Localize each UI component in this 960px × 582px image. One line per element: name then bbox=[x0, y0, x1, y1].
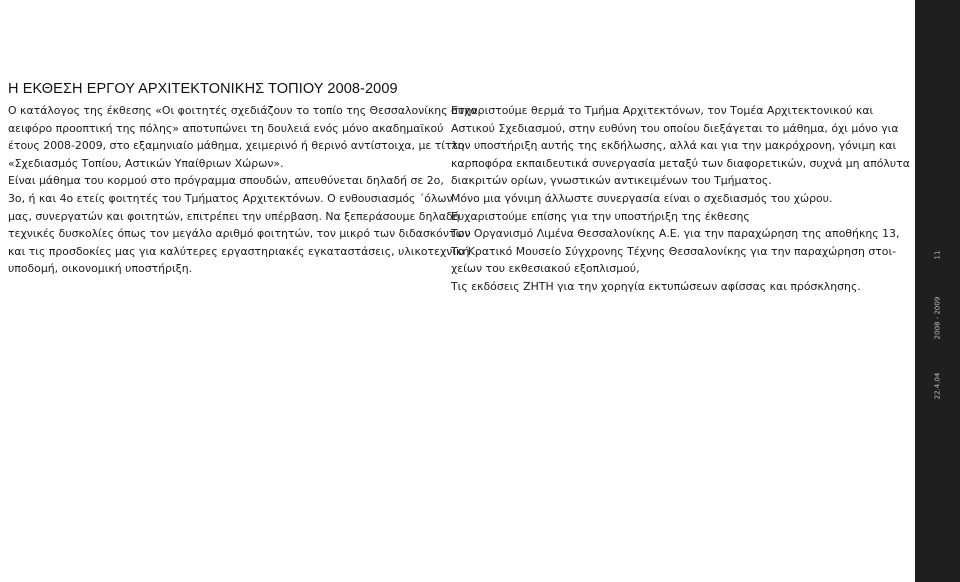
paragraph-line: Αστικού Σχεδιασμού, στην ευθύνη του οποίου διεξάγεται το μάθημα, όχι μόνο για bbox=[451, 121, 899, 135]
paragraph-line: Μόνο μια γόνιμη άλλωστε συνεργασία είναι ο σχεδιασμός του χώρου. bbox=[451, 191, 833, 205]
right-text-column bbox=[451, 102, 910, 296]
paragraph-line: Τις εκδόσεις ΖΗΤΗ για την χορηγία εκτυπώσεων αφίσσας και πρόσκλησης. bbox=[451, 279, 861, 293]
paragraph-line: Τον Οργανισμό Λιμένα Θεσσαλονίκης Α.Ε. για την παραχώρηση της αποθήκης 13, bbox=[451, 227, 900, 241]
paragraph-line: υποδομή, οικονομική υποστήριξη. bbox=[8, 262, 193, 276]
paragraph-line: και τις προσδοκίες μας για καλύτερες εργαστηριακές εγκαταστάσεις, υλικοτεχνική bbox=[8, 244, 470, 258]
paragraph-line: την υποστήριξη αυτής της εκδήλωσης, αλλά και για την μακρόχρονη, γόνιμη και bbox=[451, 139, 897, 153]
paragraph-line: Ευχαριστούμε θερμά το Τμήμα Αρχιτεκτόνων, τον Τομέα Αρχιτεκτονικού και bbox=[451, 104, 874, 117]
paragraph-line: Το Κρατικό Μουσείο Σύγχρονης Τέχνης Θεσσαλονίκης για την παραχώρηση στοι- bbox=[451, 244, 897, 258]
sidebar-strip bbox=[915, 0, 960, 582]
paragraph-line: έτους 2008-2009, στο εξαμηνιαίο μάθημα, χειμερινό ή θερινό αντίστοιχα, με τίτλο bbox=[8, 139, 465, 153]
paragraph-line: Ευχαριστούμε επίσης για την υποστήριξη της έκθεσης bbox=[451, 209, 750, 223]
paragraph-line: Ο κατάλογος της έκθεσης «Οι φοιτητές σχεδιάζουν το τοπίο της Θεσσαλονίκης στην bbox=[8, 104, 478, 117]
paragraph-line: «Σχεδιασμός Τοπίου, Αστικών Υπαίθριων Χώρων». bbox=[8, 156, 284, 170]
paragraph-line: Είναι μάθημα του κορμού στο πρόγραμμα σπουδών, απευθύνεται δηλαδή σε 2ο, bbox=[8, 174, 444, 188]
paragraph-line: διακριτών ορίων, γνωστικών αντικειμένων του Τμήματος. bbox=[451, 174, 772, 188]
page-number: 11 bbox=[933, 250, 942, 260]
left-text-column bbox=[8, 102, 478, 278]
paragraph-line: αειφόρο προοπτική της πόλης» αποτυπώνει τη δουλειά ενός μόνο ακαδημαϊκού bbox=[8, 121, 444, 135]
paragraph-line: μας, συνεργατών και φοιτητών, επιτρέπει την υπέρβαση. Να ξεπεράσουμε δηλαδή bbox=[8, 209, 460, 223]
paragraph-line: 3ο, ή και 4ο ετείς φοιτητές του Τμήματος Αρχιτεκτόνων. Ο ενθουσιασμός ΄όλων bbox=[8, 191, 453, 205]
sidebar-date: 22.4.04 bbox=[933, 372, 942, 400]
page-title: Η ΕΚΘΕΣΗ ΕΡΓΟΥ ΑΡΧΙΤΕΚΤΟΝΙΚΗΣ ΤΟΠΙΟΥ 2008-2009 bbox=[8, 81, 398, 97]
paragraph-line: καρποφόρα εκπαιδευτικά συνεργασία μεταξύ των διαφορετικών, συχνά μη απόλυτα bbox=[451, 156, 910, 170]
paragraph-line: χείων του εκθεσιακού εξοπλισμού, bbox=[451, 262, 640, 276]
paragraph-line: τεχνικές δυσκολίες όπως τον μεγάλο αριθμό φοιτητών, τον μικρό των διδασκόντων bbox=[8, 227, 471, 241]
sidebar-years: 2008 - 2009 bbox=[933, 296, 942, 340]
